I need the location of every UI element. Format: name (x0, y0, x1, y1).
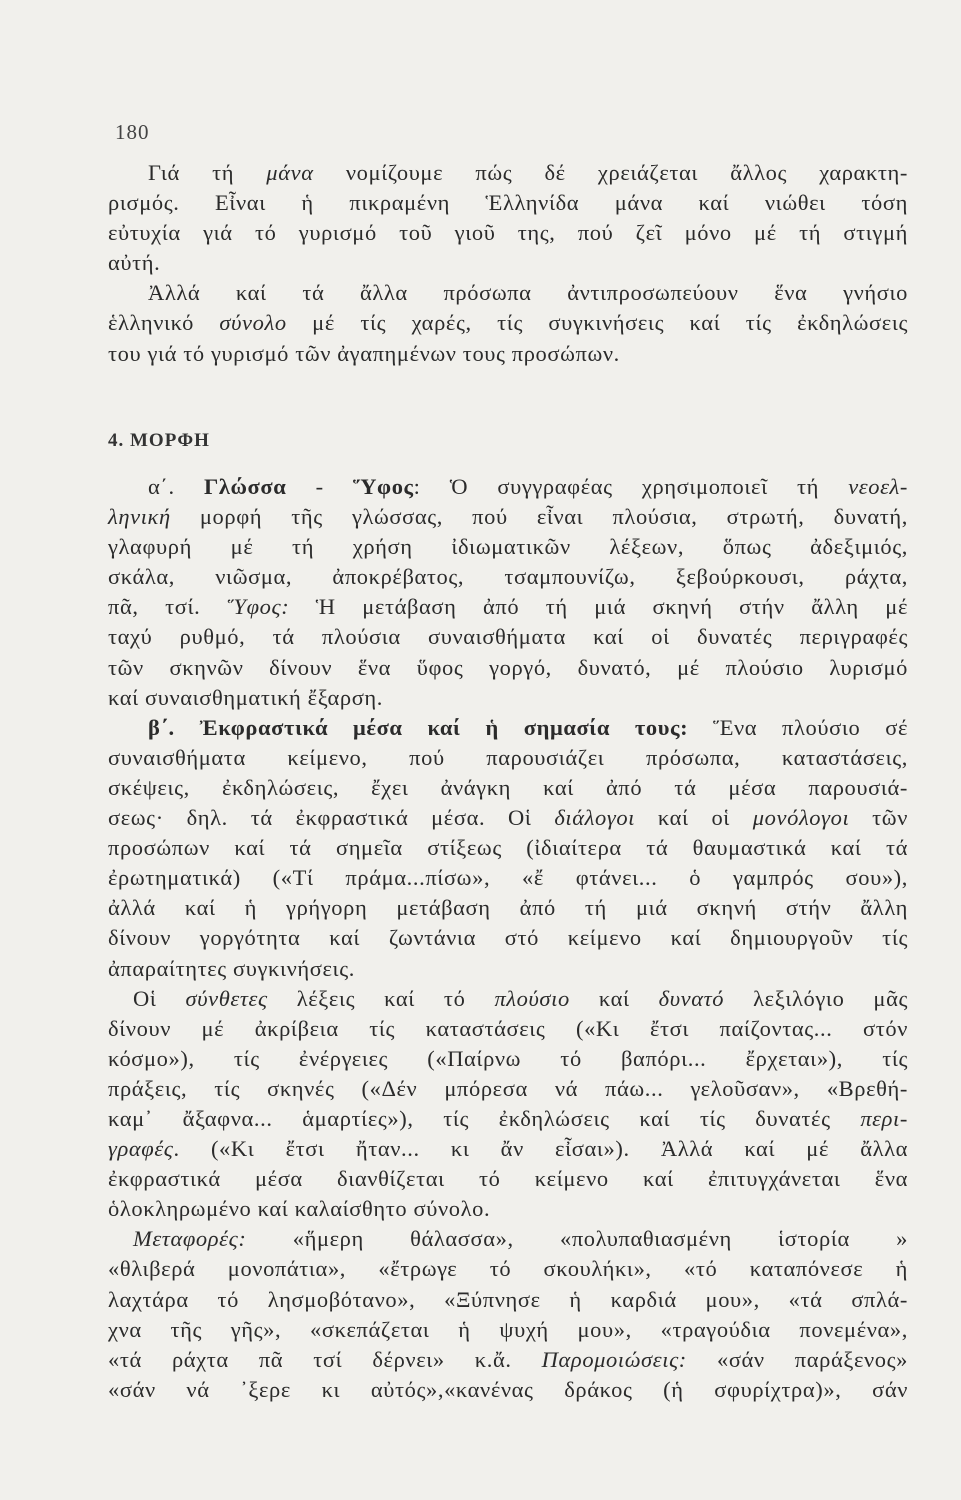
form-section-text (108, 472, 908, 1405)
text-line: συναισθήματα κείμενο, πού παρουσιάζει πρόσωπα, καταστάσεις, (108, 744, 908, 770)
text-line: «σάν νά ᾽ξερε κι αὐτός»,«κανένας δράκος (ἡ σφυρίχτρα)», σάν (108, 1376, 908, 1402)
text-line: ρισμός. Εἶναι ἡ πικραμένη Ἑλληνίδα μάνα καί νιώθει τόση (108, 190, 908, 216)
text-line: αὐτή. (108, 250, 161, 276)
text-line: ἐρωτηματικά) («Τί πράμα...πίσω», «ἔ φτάνει... ὁ γαμπρός σου»), (108, 865, 908, 891)
text-line: κόσμο»), τίς ἐνέργειες («Παίρνω τό βαπόρι... ἔρχεται»), τίς (108, 1045, 908, 1071)
text-line: α΄. Γλώσσα - Ὕφος: Ὁ συγγραφέας χρησιμοποιεῖ τή νεοελ- (148, 474, 908, 499)
text-line: Μεταφορές: «ἥμερη θάλασσα», «πολυπαθιασμένη ἱστορία » (133, 1226, 908, 1252)
text-line: σεως· δηλ. τά ἐκφραστικά μέσα. Οἱ διάλογοι καί οἱ μονόλογοι τῶν (108, 805, 908, 831)
text-line: ληνική μορφή τῆς γλώσσας, πού εἶναι πλούσια, στρωτή, δυνατή, (108, 504, 908, 530)
intro-text (108, 158, 908, 369)
text-line: ἑλληνικό σύνολο μέ τίς χαρές, τίς συγκινήσεις καί τίς ἐκδηλώσεις (108, 310, 908, 336)
text-line: καί συναισθηματική ἔξαρση. (108, 684, 384, 710)
text-line: γραφές. («Κι ἔτσι ἤταν... κι ἄν εἶσαι»). Ἀλλά καί μέ ἄλλα (108, 1136, 908, 1162)
text-line: χνα τῆς γῆς», «σκεπάζεται ἡ ψυχή μου», «τραγούδια πονεμένα», (108, 1316, 908, 1342)
text-line: Οἱ σύνθετες λέξεις καί τό πλούσιο καί δυνατό λεξιλόγιο μᾶς (133, 985, 908, 1011)
text-line: τῶν σκηνῶν δίνουν ἕνα ὕφος γοργό, δυνατό, μέ πλούσιο λυρισμό (108, 654, 908, 680)
text-line: ἀπαραίτητες συγκινήσεις. (108, 955, 355, 981)
text-line: σκέψεις, ἐκδηλώσεις, ἔχει ἀνάγκη καί ἀπό τά μέσα παρουσιά- (108, 774, 908, 800)
text-line: δίνουν γοργότητα καί ζωντάνια στό κείμενο καί δημιουργοῦν τίς (108, 925, 908, 951)
text-line: λαχτάρα τό λησμοβότανο», «Ξύπνησε ἡ καρδιά μου», «τά σπλά- (108, 1286, 908, 1312)
text-line: πᾶ, τσί. Ὕφος: Ἡ μετάβαση ἀπό τή μιά σκηνή στήν ἄλλη μέ (108, 594, 908, 620)
text-line: του γιά τό γυρισμό τῶν ἀγαπημένων τους προσώπων. (108, 340, 620, 366)
page-number: 180 (115, 120, 150, 144)
text-line: «τά ράχτα πᾶ τσί δέρνει» κ.ἄ. Παρομοιώσεις: «σάν παράξενος» (108, 1346, 908, 1372)
text-line: σκάλα, νιῶσμα, ἀποκρέβατος, τσαμπουνίζω, ξεβούρκουσι, ράχτα, (108, 564, 908, 590)
text-line: Γιά τή μάνα νομίζουμε πώς δέ χρειάζεται ἄλλος χαρακτη- (148, 160, 908, 185)
text-line: β΄. Ἐκφραστικά μέσα καί ἡ σημασία τους: Ἕνα πλούσιο σέ (148, 714, 908, 740)
text-line: καμ᾽ ἄξαφνα... ἁμαρτίες»), τίς ἐκδηλώσεις καί τίς δυνατές περι- (108, 1105, 908, 1131)
text-line: πράξεις, τίς σκηνές («Δέν μπόρεσα νά πάω... γελοῦσαν», «Βρεθή- (108, 1075, 908, 1101)
section-heading: 4. ΜΟΡΦΗ (108, 430, 210, 451)
text-line: εὐτυχία γιά τό γυρισμό τοῦ γιοῦ της, πού ζεῖ μόνο μέ τή στιγμή (108, 220, 908, 246)
text-line: ταχύ ρυθμό, τά πλούσια συναισθήματα καί οἱ δυνατές περιγραφές (108, 624, 908, 650)
text-line: ἐκφραστικά μέσα διανθίζεται τό κείμενο καί ἐπιτυγχάνεται ἕνα (108, 1166, 908, 1192)
text-line: δίνουν μέ ἀκρίβεια τίς καταστάσεις («Κι ἔτσι παίζοντας... στόν (108, 1015, 908, 1041)
text-line: ἀλλά καί ἡ γρήγορη μετάβαση ἀπό τή μιά σκηνή στήν ἄλλη (108, 895, 908, 921)
text-line: ὁλοκληρωμένο καί καλαίσθητο σύνολο. (108, 1196, 491, 1222)
text-line: «θλιβερά μονοπάτια», «ἔτρωγε τό σκουλήκι», «τό καταπόνεσε ἡ (108, 1256, 908, 1282)
text-line: γλαφυρή μέ τή χρήση ἰδιωματικῶν λέξεων, ὅπως ἀδεξιμιός, (108, 534, 908, 560)
text-line: Ἀλλά καί τά ἄλλα πρόσωπα ἀντιπροσωπεύουν ἕνα γνήσιο (148, 280, 908, 306)
text-line: προσώπων καί τά σημεῖα στίξεως (ἰδιαίτερα τά θαυμαστικά καί τά (108, 835, 908, 861)
